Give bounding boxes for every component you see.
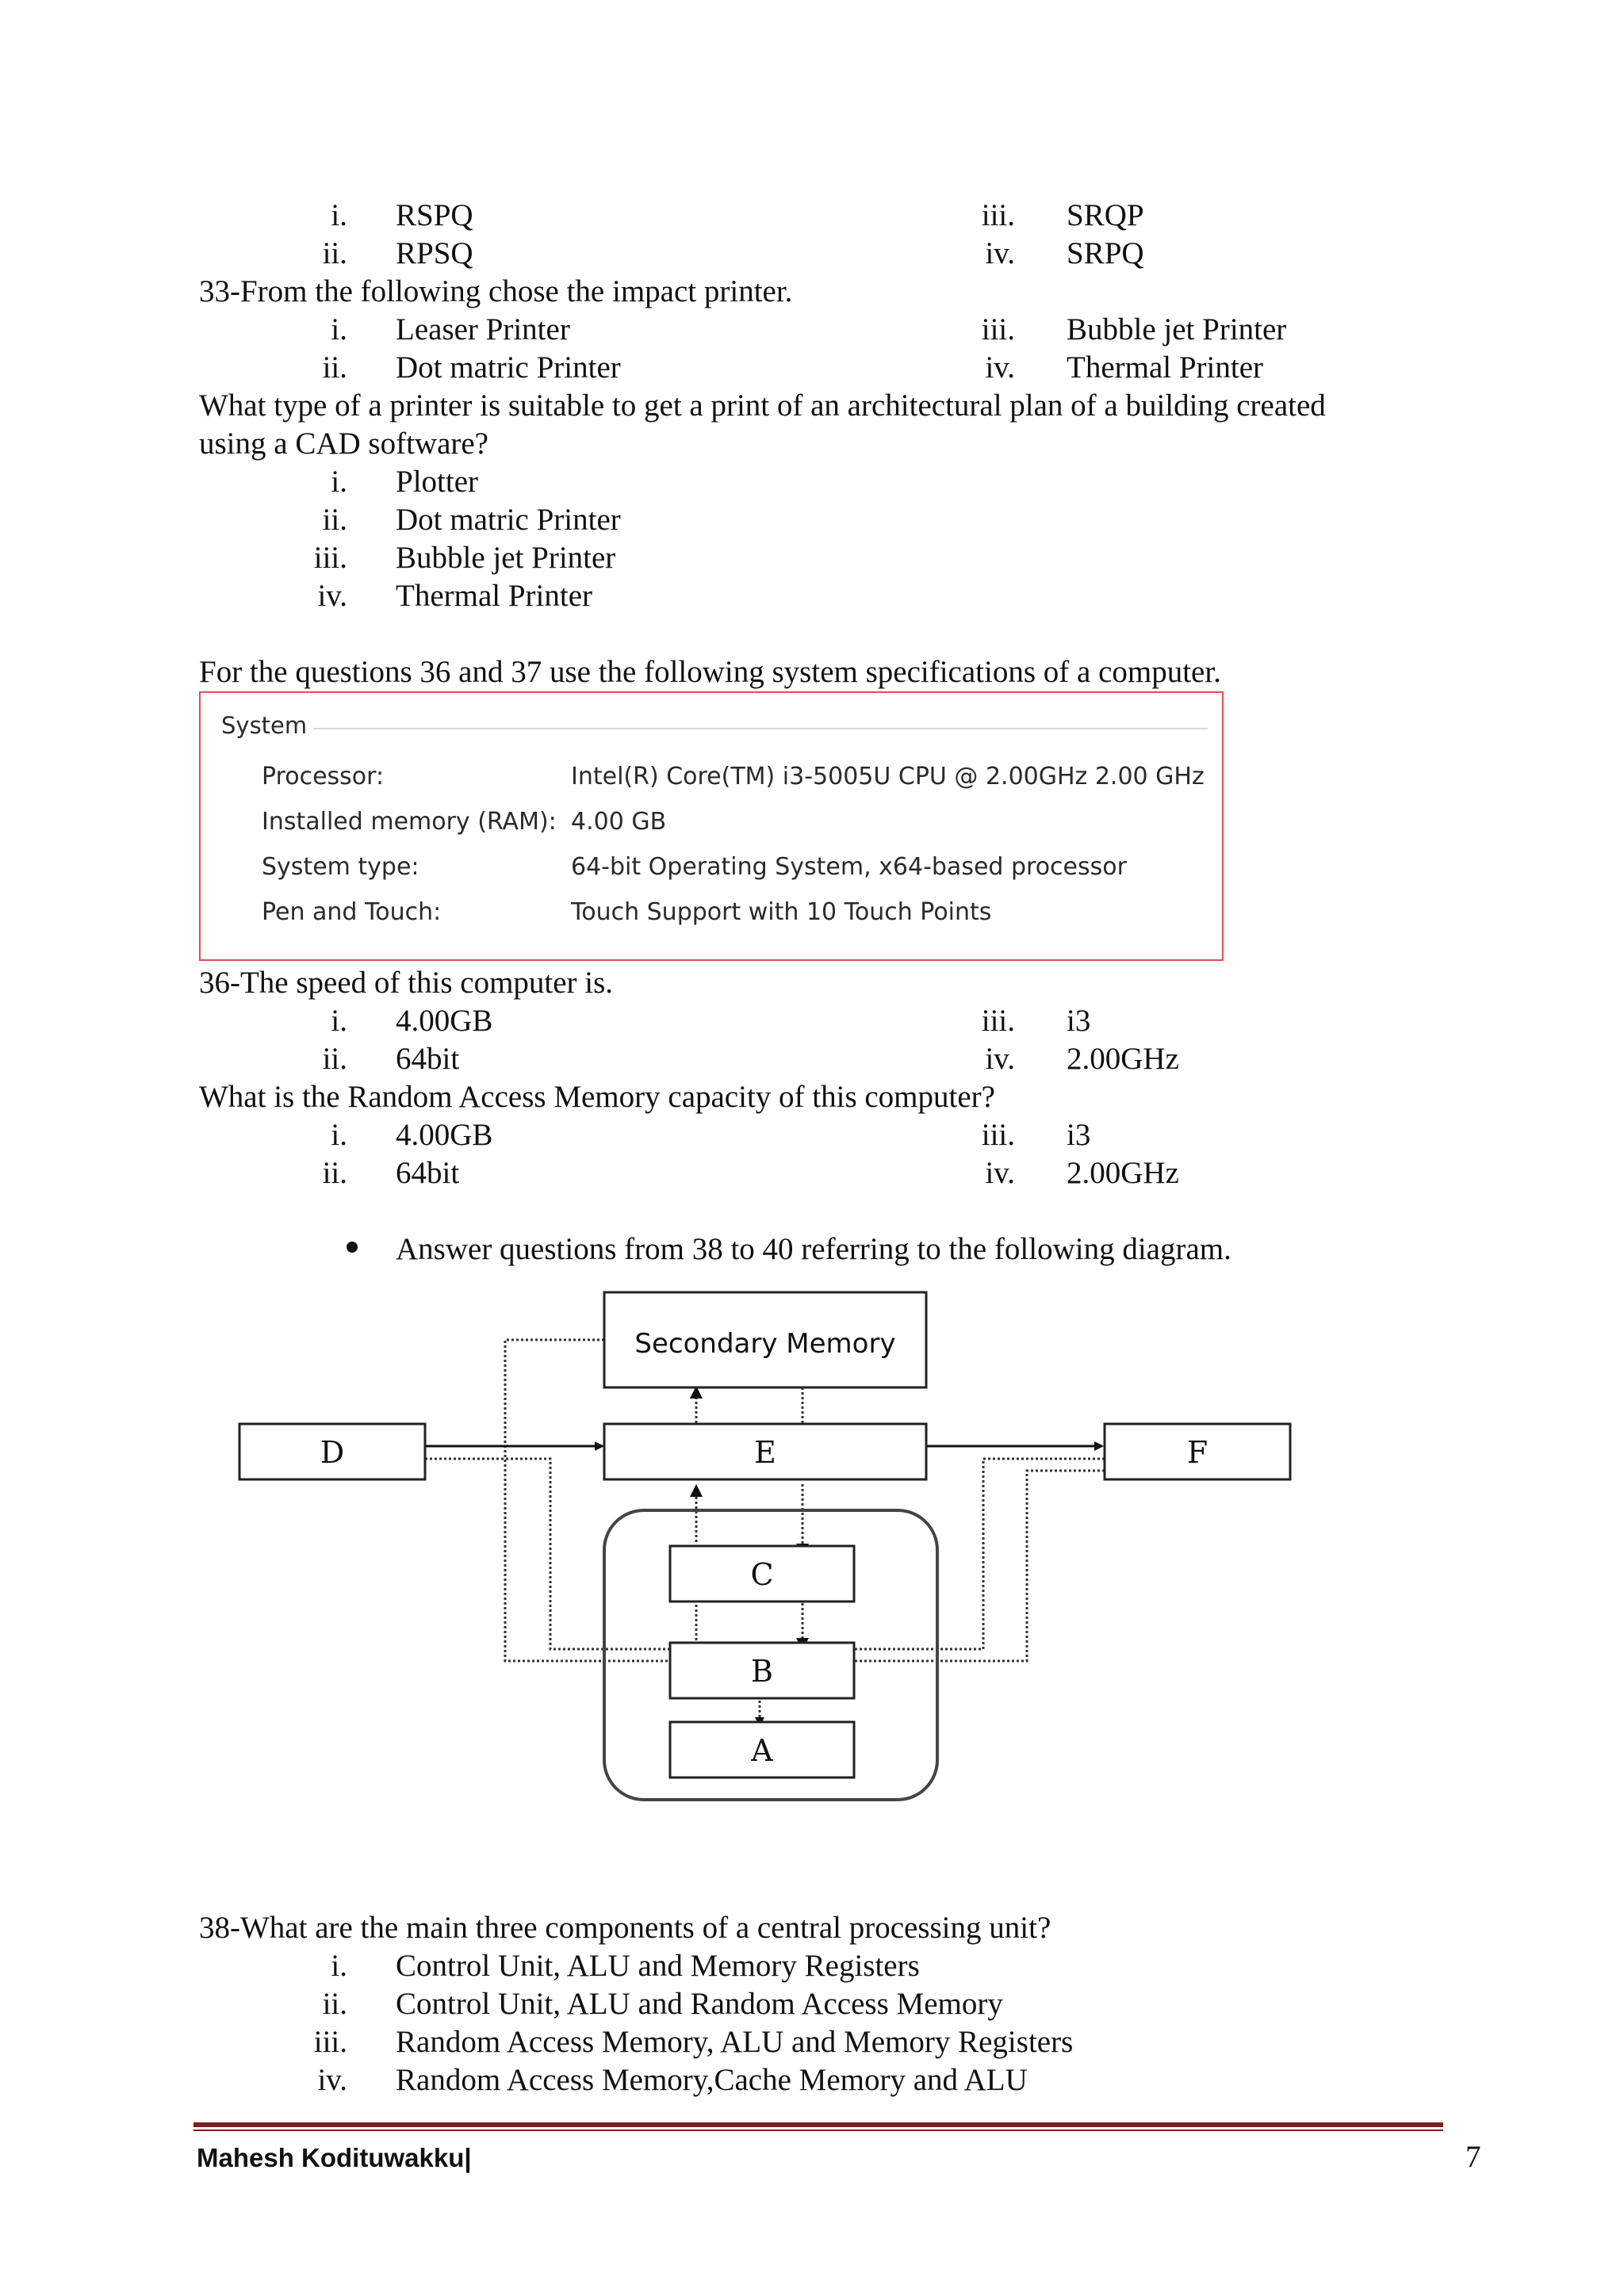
- q37-question: What is the Random Access Memory capacity of this computer?: [199, 1080, 995, 1114]
- spec-value: 64-bit Operating System, x64-based processor: [571, 853, 1127, 881]
- secondary-memory-label: Secondary Memory: [634, 1328, 896, 1360]
- q33-option-text: Leaser Printer: [396, 312, 570, 346]
- q33-option-text: Thermal Printer: [1067, 350, 1263, 385]
- control-line: [854, 1471, 1105, 1661]
- label-a: A: [751, 1733, 773, 1768]
- diagram-intro: Answer questions from 38 to 40 referring to the following diagram.: [396, 1232, 1231, 1266]
- system-specs-panel: [199, 691, 1224, 961]
- q37-option-text: i3: [1067, 1118, 1091, 1152]
- footer-author: Mahesh Kodituwakku|: [197, 2143, 472, 2172]
- q32-option-text: RSPQ: [396, 198, 473, 232]
- footer-rule: [193, 2122, 1443, 2127]
- q32-option-text: SRPQ: [1067, 236, 1144, 270]
- q36-question: 36-The speed of this computer is.: [199, 966, 614, 1000]
- q34-option-num: i.: [331, 465, 347, 499]
- label-b: B: [751, 1654, 773, 1689]
- q37-option-num: i.: [331, 1118, 347, 1152]
- q32-option-num: iv.: [985, 236, 1015, 270]
- q33-option-num: iv.: [985, 350, 1015, 385]
- spec-value: 4.00 GB: [571, 808, 667, 836]
- spec-label: Pen and Touch:: [262, 898, 442, 926]
- q36-option-num: iv.: [985, 1042, 1015, 1076]
- q33-option-text: Bubble jet Printer: [1067, 312, 1287, 346]
- q33-option-num: iii.: [981, 312, 1015, 346]
- q33-option-text: Dot matric Printer: [396, 350, 621, 385]
- spec-divider: [300, 728, 1208, 729]
- spec-label: Processor:: [262, 763, 385, 790]
- spec-intro: For the questions 36 and 37 use the following system specifications of a computer.: [199, 655, 1221, 689]
- label-e: E: [754, 1435, 776, 1470]
- control-line: [854, 1459, 1105, 1649]
- q37-option-text: 4.00GB: [396, 1118, 493, 1152]
- spec-label: Installed memory (RAM):: [262, 808, 557, 836]
- q36-option-text: 4.00GB: [396, 1004, 493, 1038]
- q37-option-num: ii.: [322, 1156, 347, 1190]
- spec-label: System type:: [262, 853, 419, 881]
- q38-option-num: i.: [331, 1949, 347, 1983]
- q38-option-text: Control Unit, ALU and Random Access Memory: [396, 1987, 1003, 2021]
- q37-option-text: 64bit: [396, 1156, 460, 1190]
- q33-option-num: i.: [331, 312, 347, 346]
- label-d: D: [320, 1435, 345, 1470]
- q34-option-num: ii.: [322, 503, 347, 537]
- bullet-icon: [347, 1242, 358, 1253]
- computer-architecture-diagram: [0, 1269, 1624, 1823]
- q36-option-text: i3: [1067, 1004, 1091, 1038]
- q36-option-text: 2.00GHz: [1067, 1042, 1179, 1076]
- q32-option-num: iii.: [981, 198, 1015, 232]
- q38-option-text: Random Access Memory,Cache Memory and ALU: [396, 2063, 1028, 2097]
- q38-option-num: iv.: [317, 2063, 347, 2097]
- spec-value: Touch Support with 10 Touch Points: [571, 898, 992, 926]
- arrow-up-icon: [690, 1484, 703, 1497]
- label-f: F: [1186, 1435, 1208, 1470]
- q34-option-text: Plotter: [396, 465, 478, 499]
- control-line: [425, 1459, 670, 1649]
- q38-option-text: Random Access Memory, ALU and Memory Registers: [396, 2025, 1074, 2059]
- q34-option-text: Dot matric Printer: [396, 503, 621, 537]
- q37-option-text: 2.00GHz: [1067, 1156, 1179, 1190]
- q34-option-text: Bubble jet Printer: [396, 541, 616, 575]
- q36-option-text: 64bit: [396, 1042, 460, 1076]
- spec-value: Intel(R) Core(TM) i3-5005U CPU @ 2.00GHz 2.00 GHz: [571, 763, 1205, 790]
- q37-option-num: iii.: [981, 1118, 1015, 1152]
- q33-question: 33-From the following chose the impact printer.: [199, 274, 793, 308]
- q38-question: 38-What are the main three components of a central processing unit?: [199, 1911, 1051, 1945]
- q33-option-num: ii.: [322, 350, 347, 385]
- q34-question-line: using a CAD software?: [199, 427, 488, 461]
- footer-rule: [193, 2130, 1443, 2131]
- q34-option-num: iii.: [313, 541, 347, 575]
- q34-question-line: What type of a printer is suitable to get a print of an architectural plan of a building created: [199, 388, 1326, 423]
- page-number: 7: [1465, 2140, 1481, 2174]
- q32-option-text: SRQP: [1067, 198, 1144, 232]
- q38-option-text: Control Unit, ALU and Memory Registers: [396, 1949, 920, 1983]
- label-c: C: [750, 1557, 774, 1592]
- q36-option-num: iii.: [981, 1004, 1015, 1038]
- q32-option-num: i.: [331, 198, 347, 232]
- q36-option-num: ii.: [322, 1042, 347, 1076]
- q37-option-num: iv.: [985, 1156, 1015, 1190]
- q38-option-num: iii.: [313, 2025, 347, 2059]
- q36-option-num: i.: [331, 1004, 347, 1038]
- q34-option-text: Thermal Printer: [396, 579, 592, 613]
- spec-legend: System: [221, 712, 313, 739]
- q34-option-num: iv.: [317, 579, 347, 613]
- q38-option-num: ii.: [322, 1987, 347, 2021]
- q32-option-num: ii.: [322, 236, 347, 270]
- q32-option-text: RPSQ: [396, 236, 473, 270]
